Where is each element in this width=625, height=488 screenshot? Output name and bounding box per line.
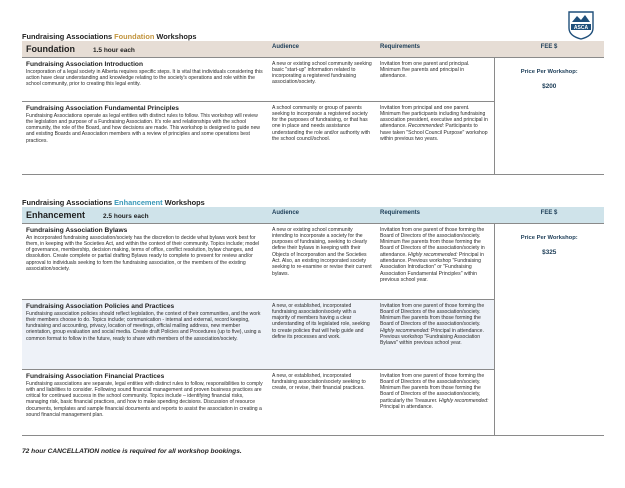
foundation-section-title (22, 32, 197, 41)
table-row (22, 57, 604, 101)
workshop-description: An incorporated fundraising association/society has the discretion to decide what bylaws work best for them, in keeping with the Societies Act, and within the context of their community. Topics include; model of governance, membership, decision making, terms of office, conflict resolution, bylaw changes, and dissolution. Create complete or partial drafting Bylaws ready to complete to present for review and/or approval to individuals seeking to form the fundraising association, or the members of the existing association/society. (26, 234, 260, 272)
requirements-text (380, 105, 490, 143)
foundation-price-label: Price Per Workshop: (520, 68, 578, 75)
requirements-note: Principal in attendance. (380, 403, 433, 410)
workshop-audience (268, 369, 376, 435)
enhancement-duration: 2.5 hours each (103, 213, 149, 220)
workshop-requirements (376, 223, 494, 299)
requirements-note-label: Highly recommended: (380, 327, 430, 334)
foundation-title-prefix: Fundraising Associations (22, 32, 115, 41)
enhancement-table (22, 207, 604, 436)
enhancement-requirements-header: Requirements (376, 207, 494, 223)
workshop-description: Fundraising associations are separate, legal entities with distinct rules to follow, responsibilities to comply with and liabilities to consider. Following sound financial management and proven business practices are critical for continued success in the school community. Topics include – identifying financial risks, managing risk, basic financial practices, and how to make spending decisions. Discussion of resource documents, templates and sample financial documents and reports to assist the association in creating a sound financial management plan. (26, 380, 263, 418)
workshop-description: Fundraising association policies should reflect legislation, the context of their communities, and the work their members choose to do. Topics include; communication - internal and external, record keeping, fundraising and accounting, privacy, location of meetings, official mailing address, new member orientation, group evaluation and social media. Create draft Policies and Procedures (up to five), using a common format to follow in the future, ready to share with members of the association/society. (26, 310, 261, 342)
foundation-duration: 1.5 hour each (93, 47, 135, 54)
enhancement-fee-cell (494, 223, 604, 435)
cancellation-notice: 72 hour CANCELLATION notice is required for all workshop bookings. (22, 448, 242, 455)
enhancement-audience-header: Audience (268, 207, 376, 223)
foundation-price: $200 (542, 82, 557, 90)
workshop-audience (268, 101, 376, 174)
workshop-title: Fundraising Association Financial Practices (26, 372, 165, 380)
logo-text: ASCA (573, 25, 589, 31)
requirements-note-label: Highly recommended: (408, 251, 458, 258)
workshop-info (22, 57, 268, 101)
workshop-title: Fundraising Association Fundamental Principles (26, 104, 179, 112)
audience-text: A new, or established, incorporated fundraising association/society seeking to create, or revise, their financial practices. (272, 372, 366, 392)
workshop-info (22, 223, 268, 299)
requirements-text: Invitation from one parent and principal. Minimum five parents and principal in attendance. (380, 60, 470, 80)
foundation-audience-header: Audience (268, 41, 376, 57)
enhancement-category-header (22, 207, 268, 223)
foundation-fee-header: FEE $ (494, 41, 604, 57)
audience-text: A new or existing school community seeking basic "start-up" information related to incorporating a registered fundraising association/society. (272, 60, 372, 86)
requirements-text (380, 303, 490, 347)
audience-text: A school community or group of parents seeking to incorporate a registered society for the purposes of fundraising, or that has one in place and needs assistance understanding the role and/or authority with the school council/school. (272, 104, 370, 142)
workshop-info (22, 369, 268, 435)
workshop-description: Fundraising Associations operate as legal entities with distinct rules to follow. This workshop will review the legislation and purpose of a Fundraising Association. It's role and relationships with the school community, the role of the Board, and how decisions are made. This workshop is designed to guide new and existing Boards and Association members with a review of principles and some operations best practices. (26, 112, 260, 144)
workshop-title: Fundraising Association Policies and Practices (26, 302, 175, 310)
enhancement-section-title (22, 198, 205, 207)
requirements-main: Invitation from one parent of those forming the Board of Directors of the association/society. Minimum five parents from those forming the Board of Directors of the association/society in attendance. (380, 226, 485, 258)
enhancement-title-suffix: Workshops (162, 198, 205, 207)
foundation-category-header (22, 41, 268, 57)
workshop-title: Fundraising Association Bylaws (26, 226, 128, 234)
workshop-info (22, 299, 268, 369)
requirements-text (380, 227, 490, 284)
enhancement-title-prefix: Fundraising Associations (22, 198, 115, 207)
workshop-title: Fundraising Association Introduction (26, 60, 143, 68)
foundation-requirements-header: Requirements (376, 41, 494, 57)
workshop-description: Incorporation of a legal society in Alberta requires specific steps. It is vital that individuals considering this action have clear understanding and knowledge relating to the society's operations and role within the school community, prior to creating this legal entity. (26, 68, 263, 88)
workshop-requirements (376, 369, 494, 435)
foundation-header-row (22, 41, 604, 57)
requirements-note-label: Recommended: (408, 123, 445, 130)
requirements-note: Principal in attendance. Previous workshop "Fundraising Association Bylaws" within previous school year. (380, 327, 484, 347)
foundation-table (22, 41, 604, 175)
foundation-title-suffix: Workshops (154, 32, 197, 41)
enhancement-price-label: Price Per Workshop: (520, 234, 578, 241)
requirements-main: Invitation from one parent of those forming the Board of Directors of the association/society. Minimum five parents from those forming the Board of Directors of the association/society. (380, 302, 485, 328)
requirements-main: Invitation from one parent of those forming the Board of Directors of the association/society. Minimum five parents from those forming the Board of Directors of the association/society, particularly the Treasurer. (380, 372, 485, 404)
requirements-note: Participants to have taken "School Council Purpose" workshop within previous two years. (380, 123, 488, 142)
workshop-info (22, 101, 268, 174)
asca-logo-icon (566, 10, 596, 40)
audience-text: A new or existing school community intending to incorporate a society for the purposes of fundraising, seeking to clearly define their bylaws in keeping with their Objects of Incorporation and the Societies Act. Also, an existing incorporated society seeking to re-examine or revise their current bylaws. (272, 226, 372, 277)
enhancement-title-highlight: Enhancement (114, 198, 163, 207)
requirements-note-label: Highly recommended: (438, 397, 489, 404)
workshop-audience (268, 223, 376, 299)
requirements-note: Principal in attendance. Previous workshop "Fundraising Association Introduction" or "Fundraising Association Fundamental Principles" within previous school year. (380, 251, 484, 283)
audience-text: A new, or established, incorporated fundraising association/society with a majority of members having a clear understanding of its legislated role, seeking to create policies that will help guide and define its processes and work. (272, 302, 370, 340)
workshop-audience (268, 299, 376, 369)
foundation-category-label: Foundation (26, 44, 75, 54)
workshop-audience (268, 57, 376, 101)
workshop-requirements (376, 299, 494, 369)
workshop-requirements (376, 101, 494, 174)
table-row (22, 223, 604, 299)
requirements-main: Invitation from principal and one parent. Minimum five participants including fundraising association president, executive and principal in attendance. (380, 104, 488, 130)
enhancement-price: $325 (542, 248, 557, 256)
requirements-text (380, 373, 490, 411)
enhancement-fee-header: FEE $ (494, 207, 604, 223)
enhancement-header-row (22, 207, 604, 223)
workshop-requirements (376, 57, 494, 101)
foundation-fee-cell (494, 57, 604, 174)
enhancement-category-label: Enhancement (26, 210, 86, 220)
foundation-title-highlight: Foundation (114, 32, 155, 41)
